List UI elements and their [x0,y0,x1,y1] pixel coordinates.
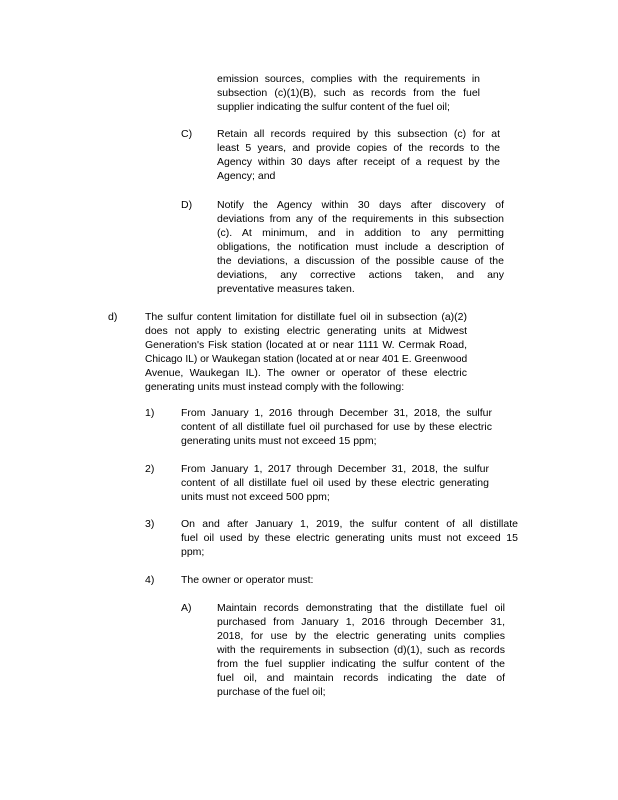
text-line: On and after January 1, 2019, the sulfur content of all distillate [181,518,518,530]
text-line: preventative measures taken. [217,283,355,295]
text-line: from the fuel supplier indicating the sulfur content of the [217,658,505,670]
text-line: generating units must instead comply with the following: [145,381,405,393]
text-line: deviations, any corrective actions taken, and any [217,269,504,281]
text-line: Avenue, Waukegan IL). The owner or operator of these electric [145,367,467,379]
text-line: supplier indicating the sulfur content of the fuel oil; [217,101,450,113]
text-line: purchased from January 1, 2016 through December 31, [217,616,505,628]
text-line: least 5 years, and provide copies of the records to the [217,142,500,154]
text-line: The sulfur content limitation for distillate fuel oil in subsection (a)(2) [145,311,467,323]
text-line: the deviations, a discussion of the possible cause of the [217,255,504,267]
text-line: From January 1, 2017 through December 31, 2018, the sulfur [181,463,489,475]
text-line: The owner or operator must: [181,574,314,586]
paragraph-label: D) [181,199,193,211]
text-line: with the requirements in subsection (d)(1), such as records [217,644,505,656]
text-line: units must not exceed 500 ppm; [181,491,330,503]
text-line: ppm; [181,546,205,558]
text-line: Retain all records required by this subsection (c) for at [217,128,500,140]
text-line: Agency; and [217,170,276,182]
text-line: purchase of the fuel oil; [217,686,326,698]
text-line: Agency within 30 days after receipt of a request by the [217,156,500,168]
text-line: 2018, for use by the electric generating units complies [217,630,505,642]
paragraph-label: 4) [145,574,155,586]
text-line: Notify the Agency within 30 days after discovery of [217,199,504,211]
paragraph-label: 3) [145,518,155,530]
text-line: content of all distillate fuel oil purchased for use by these electric [181,421,492,433]
text-line: (c). At minimum, and in addition to any permitting [217,227,504,239]
text-line: obligations, the notification must include a description of [217,241,504,253]
text-line: Generation's Fisk station (located at or near 1111 W. Cermak Road, [145,339,467,351]
paragraph-label: A) [181,602,192,614]
text-line: fuel oil, and maintain records indicating the date of [217,672,505,684]
paragraph-label: d) [108,311,118,323]
text-line: emission sources, complies with the requirements in [217,73,480,85]
text-line: From January 1, 2016 through December 31, 2018, the sulfur [181,407,492,419]
text-line: fuel oil used by these electric generating units must not exceed 15 [181,532,518,544]
text-line: deviations from any of the requirements in this subsection [217,213,504,225]
text-line: subsection (c)(1)(B), such as records from the fuel [217,87,480,99]
text-line: content of all distillate fuel oil used by these electric generating [181,477,489,489]
paragraph-label: C) [181,128,193,140]
paragraph-label: 1) [145,407,155,419]
text-line: generating units must not exceed 15 ppm; [181,435,377,447]
text-line: Maintain records demonstrating that the distillate fuel oil [217,602,505,614]
paragraph-label: 2) [145,463,155,475]
text-line: Chicago IL) or Waukegan station (located at or near 401 E. Greenwood [145,353,468,365]
text-line: does not apply to existing electric generating units at Midwest [145,325,467,337]
